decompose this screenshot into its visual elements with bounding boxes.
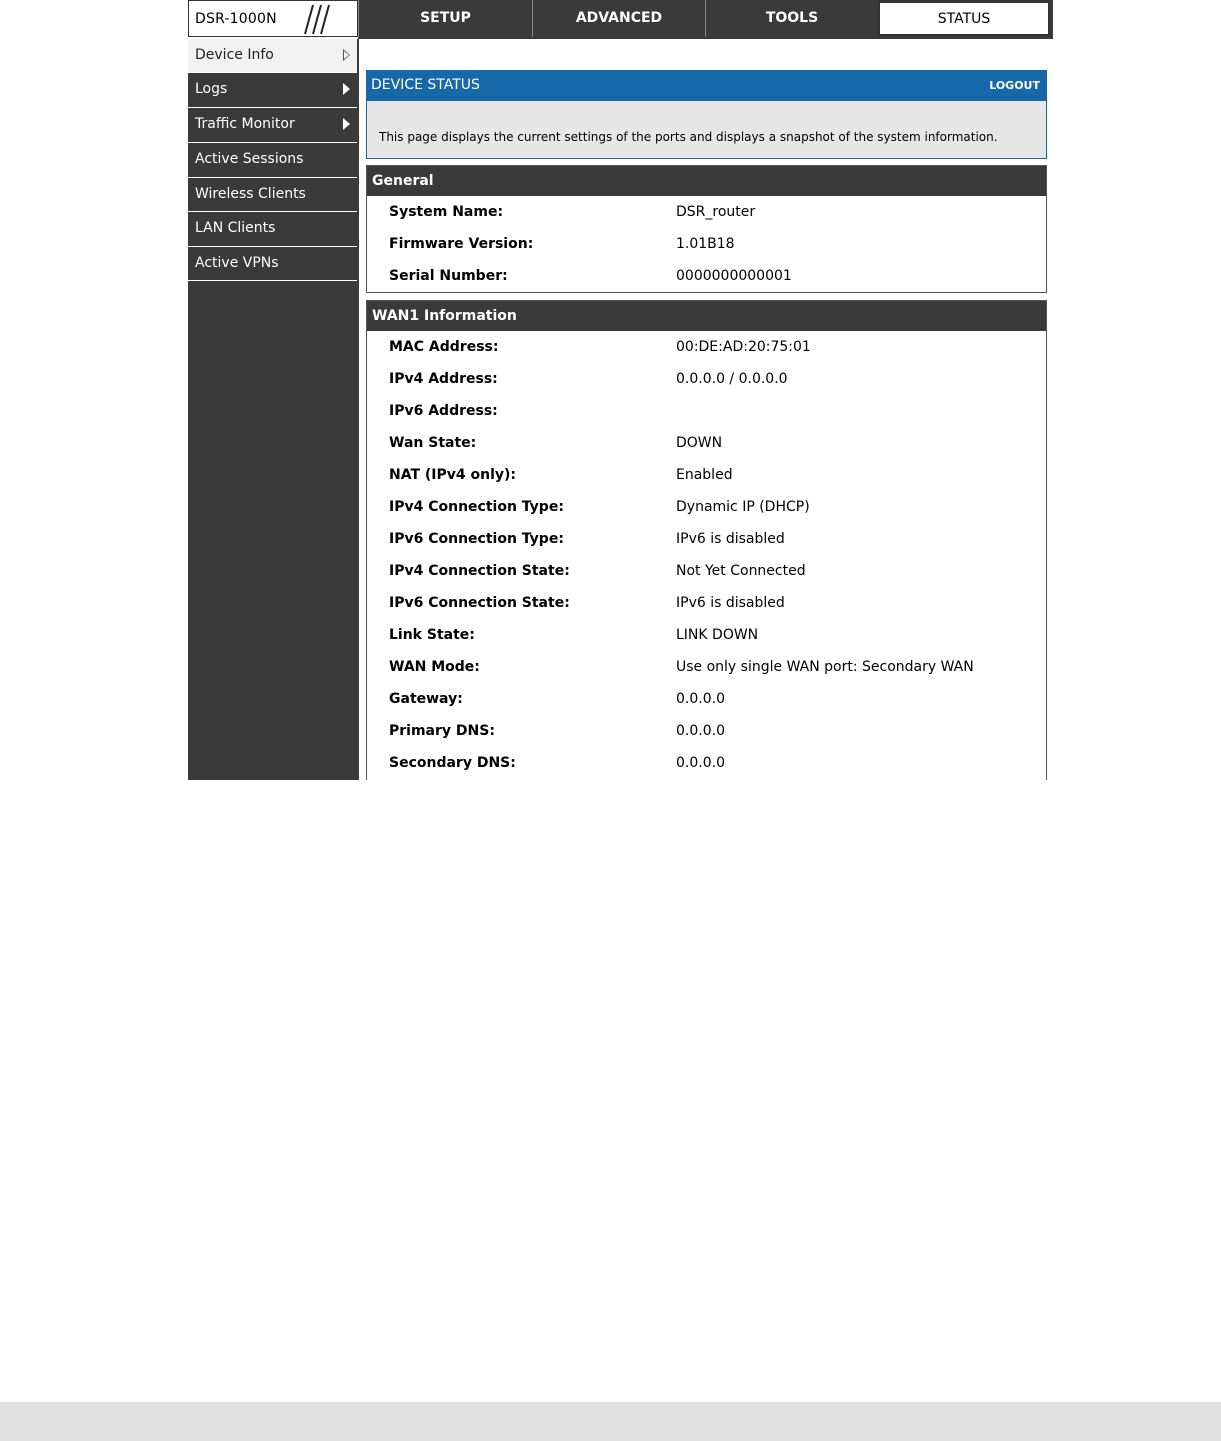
tab-status[interactable]: STATUS xyxy=(878,1,1050,36)
row-label: Secondary DNS: xyxy=(389,755,516,771)
row-value: DOWN xyxy=(676,435,723,451)
tab-advanced[interactable]: ADVANCED xyxy=(532,0,705,37)
row-value: 0.0.0.0 / 0.0.0.0 xyxy=(676,371,788,387)
info-row xyxy=(367,363,1046,395)
page-description: This page displays the current settings of the ports and displays a snapshot of the system information. xyxy=(379,130,998,144)
chevron-right-icon xyxy=(343,118,350,130)
info-row xyxy=(367,747,1046,779)
sidebar-item-device-info[interactable] xyxy=(188,39,357,73)
info-row xyxy=(367,395,1046,427)
row-label: NAT (IPv4 only): xyxy=(389,467,517,483)
sidebar-item-label: Wireless Clients xyxy=(195,186,306,202)
sidebar-item-label: Active VPNs xyxy=(195,255,279,271)
sidebar-item-label: LAN Clients xyxy=(195,220,276,236)
row-label: IPv4 Connection State: xyxy=(389,563,570,579)
chevron-right-icon xyxy=(343,83,350,95)
info-row xyxy=(367,587,1046,619)
row-label: Primary DNS: xyxy=(389,723,495,739)
row-label: IPv6 Connection Type: xyxy=(389,531,564,547)
sidebar-item-label: Logs xyxy=(195,81,228,97)
row-value: 0000000000001 xyxy=(676,268,792,284)
sidebar-item-traffic-monitor[interactable] xyxy=(188,108,357,143)
brand-slashes-icon xyxy=(293,3,333,36)
row-value: 0.0.0.0 xyxy=(676,691,725,707)
general-section xyxy=(366,165,1047,293)
section-title: WAN1 Information xyxy=(367,301,1046,331)
info-row xyxy=(367,260,1046,292)
info-row xyxy=(367,555,1046,587)
row-value: LINK DOWN xyxy=(676,627,759,643)
info-row xyxy=(367,619,1046,651)
top-bar xyxy=(188,0,1053,39)
sidebar xyxy=(188,39,359,780)
sidebar-item-label: Active Sessions xyxy=(195,151,304,167)
sidebar-item-wireless-clients[interactable] xyxy=(188,178,357,212)
sidebar-item-lan-clients[interactable] xyxy=(188,212,357,247)
row-value: Not Yet Connected xyxy=(676,563,806,579)
sidebar-item-logs[interactable] xyxy=(188,73,357,108)
row-value: 0.0.0.0 xyxy=(676,723,725,739)
row-value: 00:DE:AD:20:75:01 xyxy=(676,339,811,355)
tab-tools[interactable]: TOOLS xyxy=(705,0,878,37)
row-label: WAN Mode: xyxy=(389,659,480,675)
sidebar-item-active-sessions[interactable] xyxy=(188,143,357,178)
row-label: Serial Number: xyxy=(389,268,508,284)
info-row xyxy=(367,683,1046,715)
row-label: Firmware Version: xyxy=(389,236,534,252)
row-label: IPv4 Connection Type: xyxy=(389,499,564,515)
info-row xyxy=(367,523,1046,555)
sidebar-item-label: Device Info xyxy=(195,47,274,63)
info-row xyxy=(367,228,1046,260)
row-value: IPv6 is disabled xyxy=(676,531,785,547)
footer-band xyxy=(0,1402,1221,1441)
row-value: Use only single WAN port: Secondary WAN xyxy=(676,659,974,675)
wan1-section xyxy=(366,300,1047,780)
info-row xyxy=(367,651,1046,683)
page-title-bar xyxy=(366,70,1047,101)
info-row xyxy=(367,491,1046,523)
chevron-right-icon xyxy=(343,49,350,61)
row-label: MAC Address: xyxy=(389,339,499,355)
row-label: IPv4 Address: xyxy=(389,371,498,387)
info-row xyxy=(367,459,1046,491)
info-row xyxy=(367,715,1046,747)
row-value: Dynamic IP (DHCP) xyxy=(676,499,810,515)
row-label: Link State: xyxy=(389,627,475,643)
row-label: IPv6 Address: xyxy=(389,403,498,419)
row-value: 1.01B18 xyxy=(676,236,735,252)
row-value: IPv6 is disabled xyxy=(676,595,785,611)
brand-logo xyxy=(188,0,358,37)
row-label: IPv6 Connection State: xyxy=(389,595,570,611)
info-row xyxy=(367,196,1046,228)
row-value: DSR_router xyxy=(676,204,756,220)
row-label: Wan State: xyxy=(389,435,477,451)
row-label: System Name: xyxy=(389,204,504,220)
row-value: Enabled xyxy=(676,467,733,483)
section-title: General xyxy=(367,166,1046,196)
main-nav xyxy=(358,0,1053,39)
sidebar-item-active-vpns[interactable] xyxy=(188,247,357,281)
logout-link[interactable]: LOGOUT xyxy=(989,79,1040,92)
sidebar-item-label: Traffic Monitor xyxy=(195,116,295,132)
page-description-box xyxy=(366,101,1047,159)
info-row xyxy=(367,427,1046,459)
tab-setup[interactable]: SETUP xyxy=(358,0,532,37)
row-label: Gateway: xyxy=(389,691,463,707)
info-row xyxy=(367,331,1046,363)
page-title: DEVICE STATUS xyxy=(371,77,480,93)
row-value: 0.0.0.0 xyxy=(676,755,725,771)
brand-model: DSR-1000N xyxy=(195,11,277,27)
